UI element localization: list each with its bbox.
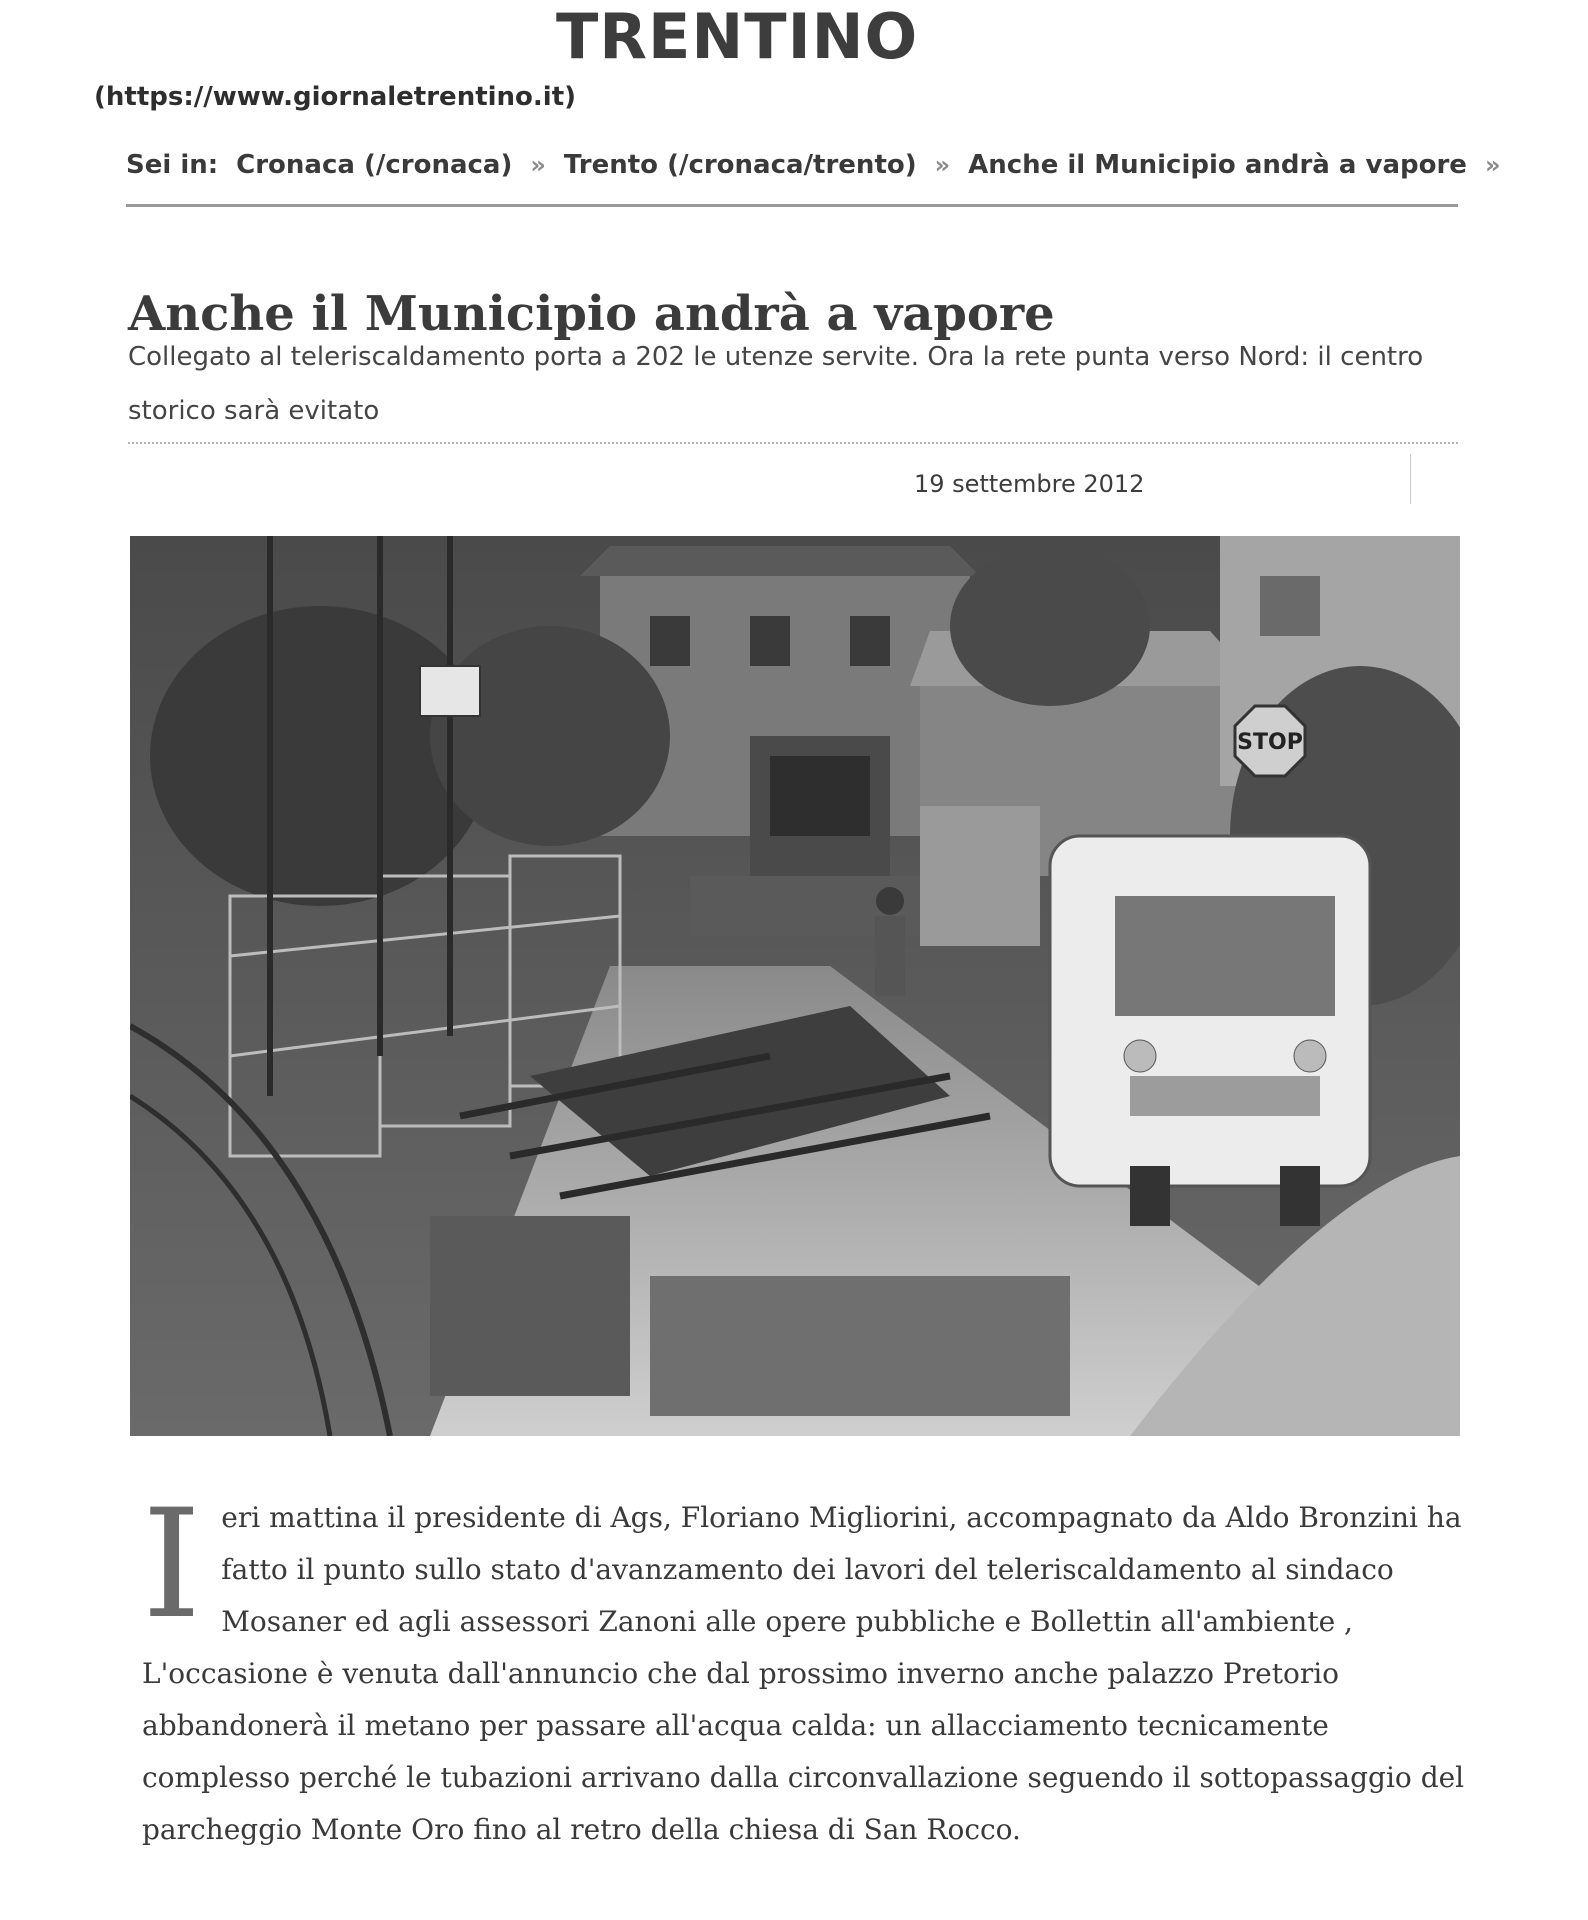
breadcrumb-separator: » — [934, 151, 951, 179]
concrete-block — [650, 1276, 1070, 1416]
site-url-link[interactable]: (https://www.giornaletrentino.it) — [94, 82, 577, 112]
excavator-rear — [920, 806, 1040, 946]
breadcrumb-item-cronaca[interactable]: Cronaca (/cronaca) — [236, 150, 513, 180]
worker — [876, 887, 904, 915]
breadcrumb-divider — [126, 204, 1458, 207]
date-divider — [1410, 454, 1411, 504]
road-sign — [420, 666, 480, 716]
breadcrumb-label: Sei in: — [126, 150, 219, 180]
article-body — [142, 1478, 1472, 1856]
house-roof — [580, 546, 980, 576]
van-windshield — [1115, 896, 1335, 1016]
breadcrumb-separator: » — [1484, 151, 1501, 179]
article-body-text: eri mattina il presidente di Ags, Floriano Migliorini, accompagnato da Aldo Bronzini ha fatto il punto sullo stato d'avanzamento dei lavori del teleriscaldamento al sindaco Mosaner ed agli assessori Zanoni alle opere pubbliche e Bollettin all'ambiente , L'occasione è venuta dall'annuncio che dal prossimo inverno anche palazzo Pretorio abbandonerà il metano per passare all'acqua calda: un allacciamento tecnicamente complesso perché le tubazioni arrivano dalla circonvallazione seguendo il sottopassaggio del parcheggio Monte Oro fino al retro della chiesa di San Rocco. — [142, 1501, 1465, 1846]
breadcrumb-separator: » — [530, 151, 546, 179]
article-date: 19 settembre 2012 — [914, 470, 1145, 498]
article-photo — [130, 536, 1460, 1436]
dropcap: I — [142, 1478, 202, 1652]
article-title: Anche il Municipio andrà a vapore — [128, 286, 1055, 343]
subtitle-divider — [128, 442, 1458, 444]
breadcrumb-item-current[interactable]: Anche il Municipio andrà a vapore — [968, 150, 1467, 180]
article-subtitle: Collegato al teleriscaldamento porta a 202 le utenze servite. Ora la rete punta verso Nord: il centro storico sarà evitato — [128, 342, 1424, 426]
stop-sign-text: STOP — [1237, 730, 1303, 755]
breadcrumb — [126, 150, 1501, 180]
site-logo[interactable]: TRENTINO — [556, 0, 919, 73]
breadcrumb-item-trento[interactable]: Trento (/cronaca/trento) — [563, 150, 917, 180]
